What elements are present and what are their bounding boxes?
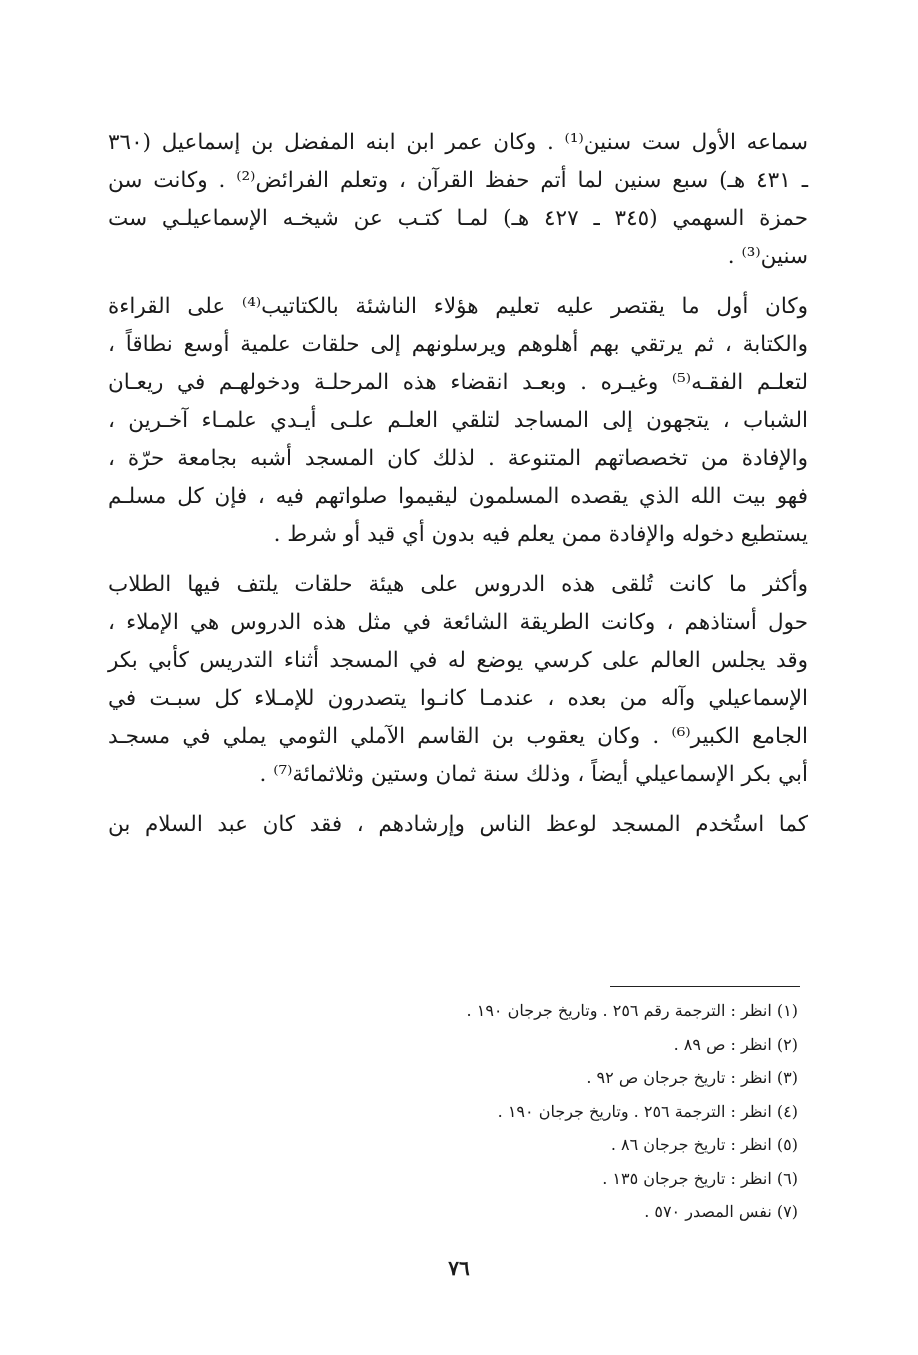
page-number: ٧٦ — [448, 1256, 470, 1280]
text-line: وكان أول ما يقتصر عليه تعليم هؤلاء الناشئة بالكتاتيب⁽⁴⁾ على القراءة — [108, 294, 808, 319]
text-line: والكتابة ، ثم يرتقي بهم أهلوهم ويرسلونهم إلى حلقات علمية أوسع نطاقاً ، — [108, 332, 808, 357]
text-line: حول أستاذهم ، وكانت الطريقة الشائعة في مثل هذه الدروس هي الإملاء ، — [108, 610, 808, 635]
text-line: الإسماعيلي وآله من بعده ، عندمـا كانـوا يتصدرون للإمـلاء كل سبـت في — [108, 686, 808, 711]
paragraph-4 — [108, 806, 808, 844]
paragraph-1 — [108, 124, 808, 276]
text-line: وأكثر ما كانت تُلقى هذه الدروس على هيئة حلقات يلتف فيها الطلاب — [108, 572, 808, 597]
footnote-6: (٦) انظر : تاريخ جرجان ١٣٥ . — [602, 1168, 798, 1188]
footnote-2: (٢) انظر : ص ٨٩ . — [673, 1034, 798, 1054]
main-text — [108, 124, 808, 856]
footnote-5: (٥) انظر : تاريخ جرجان ٨٦ . — [610, 1135, 798, 1154]
text-line: سنين⁽³⁾ . — [727, 244, 808, 269]
text-line: فهو بيت الله الذي يقصده المسلمون ليقيموا صلواتهم فيه ، فإن كل مسلـم — [108, 484, 808, 509]
footnote-4: (٤) انظر : الترجمة ٢٥٦ . وتاريخ جرجان ١٩٠ . — [497, 1101, 798, 1121]
paragraph-2 — [108, 288, 808, 554]
text-line: حمزة السهمي (٣٤٥ ـ ٤٢٧ هـ) لمـا كتـب عن شيخـه الإسماعيلـي ست — [108, 206, 808, 231]
text-line: يستطيع دخوله والإفادة ممن يعلم فيه بدون أي قيد أو شرط . — [273, 522, 808, 547]
text-line: ـ ٤٣١ هـ) سبع سنين لما أتم حفظ القرآن ، وتعلم الفرائض⁽²⁾ . وكانت سن — [108, 168, 808, 193]
text-line: لتعلـم الفقـه⁽⁵⁾ وغيـره . وبعـد انقضاء هذه المرحلـة ودخولهـم في ريعـان — [108, 370, 808, 395]
footnote-7: (٧) نفس المصدر ٥٧٠ . — [644, 1202, 798, 1221]
text-line: كما استُخدم المسجد لوعظ الناس وإرشادهم ، فقد كان عبد السلام بن — [108, 812, 808, 837]
text-line: والإفادة من تخصصاتهم المتنوعة . لذلك كان المسجد أشبه بجامعة حرّة ، — [108, 446, 808, 471]
text-line: الجامع الكبير⁽⁶⁾ . وكان يعقوب بن القاسم الآملي الثومي يملي في مسجـد — [108, 724, 809, 749]
footnotes — [298, 994, 798, 1229]
text-line: الشباب ، يتجهون إلى المساجد لتلقي العلـم علـى أيـدي علمـاء آخـرين ، — [108, 408, 808, 433]
text-line: وقد يجلس العالم على كرسي يوضع له في المسجد أثناء التدريس كأبي بكر — [108, 648, 808, 673]
footnote-3: (٣) انظر : تاريخ جرجان ص ٩٢ . — [586, 1068, 798, 1087]
paragraph-3 — [108, 566, 808, 794]
text-line: أبي بكر الإسماعيلي أيضاً ، وذلك سنة ثمان وستين وثلاثمائة⁽⁷⁾ . — [259, 762, 808, 787]
footnote-separator — [610, 986, 800, 987]
text-line: سماعه الأول ست سنين⁽¹⁾ . وكان عمر ابن ابنه المفضل بن إسماعيل (٣٦٠ — [108, 130, 809, 155]
footnote-1: (١) انظر : الترجمة رقم ٢٥٦ . وتاريخ جرجان ١٩٠ . — [466, 1001, 798, 1020]
